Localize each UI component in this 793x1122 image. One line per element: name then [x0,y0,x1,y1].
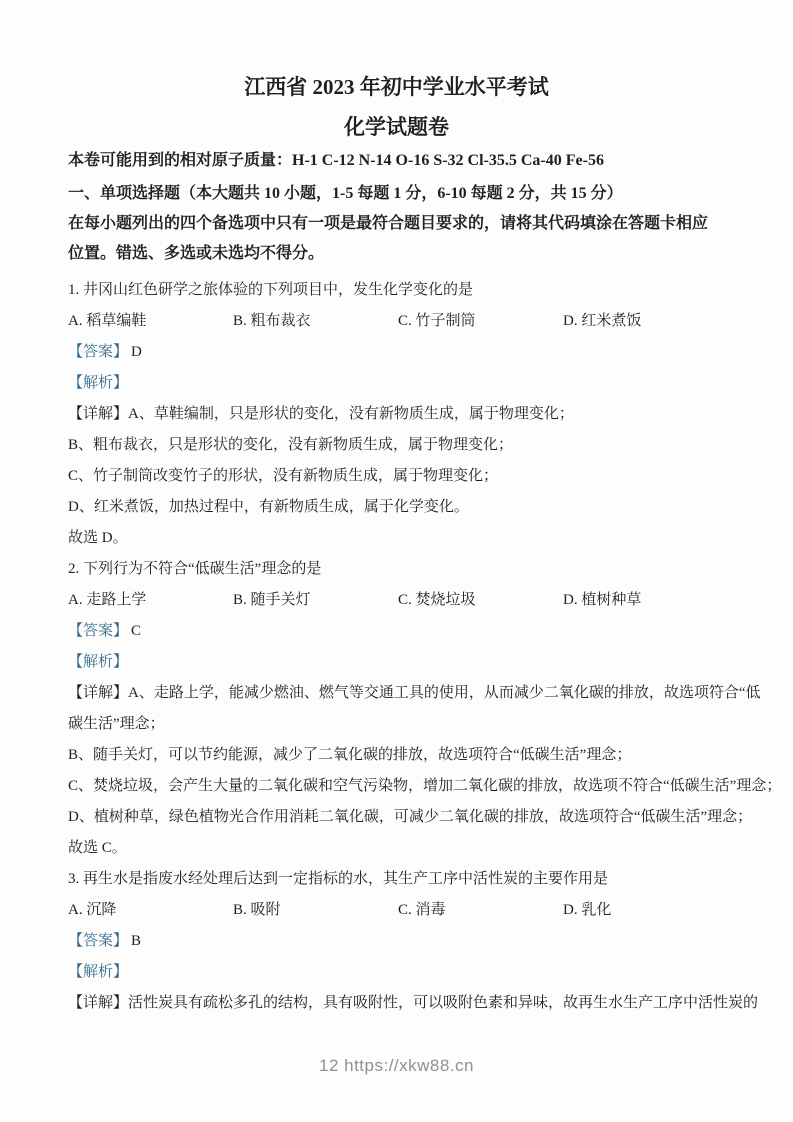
question-1-options [68,306,743,337]
question-1-option-d: D. 红米煮饭 [563,313,642,329]
question-1-explanation-line: C、竹子制筒改变竹子的形状，没有新物质生成，属于物理变化； [68,468,499,484]
answer-label: 【答案】 [68,623,129,639]
answer-value: C [131,623,142,639]
answer-label: 【答案】 [68,933,129,949]
question-2-option-b: B. 随手关灯 [233,592,311,608]
question-2-explanation-line: D、植树种草，绿色植物光合作用消耗二氧化碳，可减少二氧化碳的排放，故选项符合“低碳生活”理念； [68,809,753,825]
page-title: 江西省 2023 年初中学业水平考试 [244,75,549,99]
section-heading-line-2: 在每小题列出的四个备选项中只有一项是最符合题目要求的，请将其代码填涂在答题卡相应 [68,215,709,232]
question-2-options [68,585,743,616]
question-3-stem: 3. 再生水是指废水经处理后达到一定指标的水，其生产工序中活性炭的主要作用是 [68,871,609,887]
question-3-analysis-label: 【解析】 [68,964,129,980]
atomic-mass-note: 本卷可能用到的相对原子质量：H-1 C-12 N-14 O-16 S-32 Cl-35.5 Ca-40 Fe-56 [68,152,604,169]
question-2-explanation-line: 【详解】A、走路上学，能减少燃油、燃气等交通工具的使用，从而减少二氧化碳的排放，故选项符合“低 [68,685,761,701]
question-1-explanation-line: B、粗布裁衣，只是形状的变化，没有新物质生成，属于物理变化； [68,437,514,453]
question-2-analysis-label: 【解析】 [68,654,129,670]
question-3-answer-row [68,926,743,957]
question-1-option-a: A. 稻草编鞋 [68,313,147,329]
question-3-options [68,895,743,926]
question-2-explanation-line: 故选 C。 [68,840,127,856]
page-subtitle: 化学试题卷 [344,115,449,139]
question-2-answer-row [68,616,743,647]
question-2-explanation-line: C、焚烧垃圾，会产生大量的二氧化碳和空气污染物，增加二氧化碳的排放，故选项不符合“低碳生活”理念； [68,778,782,794]
question-1-answer-row [68,337,743,368]
question-1-analysis-label: 【解析】 [68,375,129,391]
answer-value: B [131,933,142,949]
question-1-stem: 1. 井冈山红色研学之旅体验的下列项目中，发生化学变化的是 [68,282,474,298]
answer-label: 【答案】 [68,344,129,360]
section-heading-line-3: 位置。错选、多选或未选均不得分。 [68,245,325,262]
question-1-explanation-line: 故选 D。 [68,530,128,546]
question-3-explanation-line: 【详解】活性炭具有疏松多孔的结构，具有吸附性，可以吸附色素和异味，故再生水生产工序中活性炭的 [68,995,759,1011]
question-2-option-c: C. 焚烧垃圾 [398,592,476,608]
question-3-option-b: B. 吸附 [233,902,281,918]
question-3-option-d: D. 乳化 [563,902,612,918]
question-1-explanation-line: 【详解】A、草鞋编制，只是形状的变化，没有新物质生成，属于物理变化； [68,406,574,422]
question-3-option-a: A. 沉降 [68,902,117,918]
question-2-explanation-line: B、随手关灯，可以节约能源，减少了二氧化碳的排放，故选项符合“低碳生活”理念； [68,747,632,763]
question-2-stem: 2. 下列行为不符合“低碳生活”理念的是 [68,561,322,577]
answer-value: D [131,344,142,360]
question-2-option-a: A. 走路上学 [68,592,147,608]
section-heading-line-1: 一、单项选择题（本大题共 10 小题，1-5 每题 1 分，6-10 每题 2 分，共 15 分） [68,185,623,202]
footer-page-number-and-url: 12 https://xkw88.cn [318,1056,475,1075]
question-2-explanation-line: 碳生活”理念； [68,716,165,732]
question-1-option-c: C. 竹子制筒 [398,313,476,329]
question-1-explanation-line: D、红米煮饭，加热过程中，有新物质生成，属于化学变化。 [68,499,469,515]
question-3-option-c: C. 消毒 [398,902,446,918]
question-2-option-d: D. 植树种草 [563,592,642,608]
question-1-option-b: B. 粗布裁衣 [233,313,311,329]
